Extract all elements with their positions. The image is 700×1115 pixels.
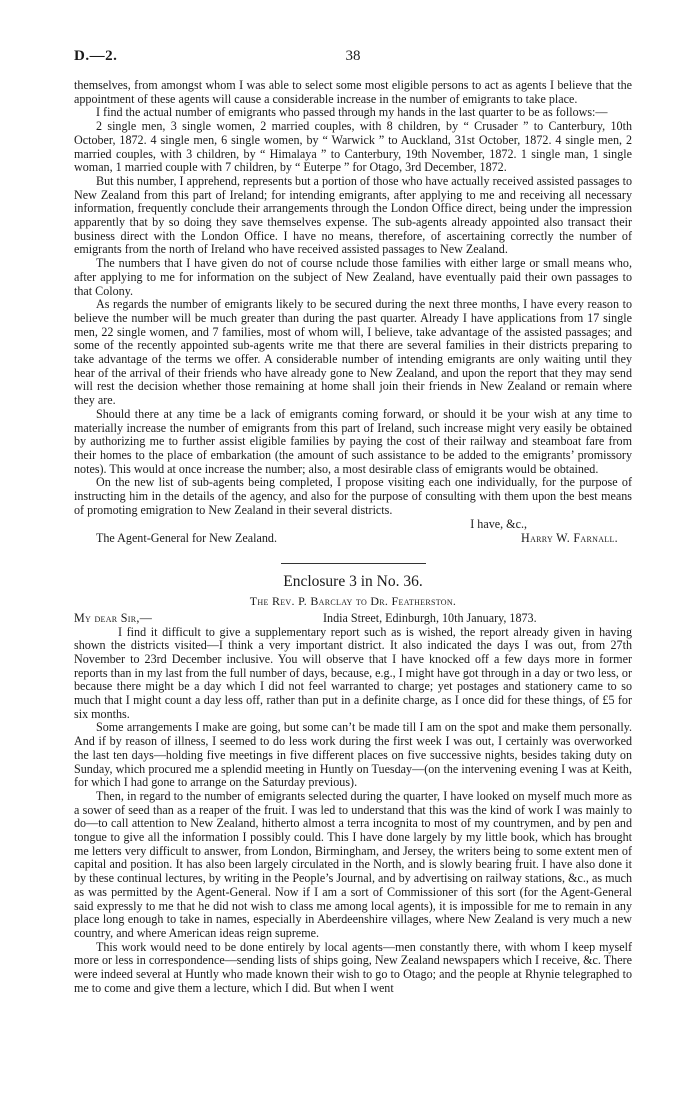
page-body	[74, 79, 632, 995]
letter1-paragraph-4: But this number, I apprehend, represents but a portion of those who have actually received assisted passages to New Zealand from this part of Ireland; for intending emigrants, after applying to me and receiving all necessary information, frequently conclude their arrangements through the London Office direct, being under the impression apparently that by so doing they save themselves expense. The sub-agents already appointed also transact their business direct with the London Office. I have no means, therefore, of ascertaining correctly the number of emigrants from the north of Ireland who have received assisted passages to New Zealand.	[74, 173, 632, 257]
letter1-paragraph-6: As regards the number of emigrants likely to be secured during the next three months, I have every reason to believe the number will be much greater than during the past quarter. Already I have applications from 17 single men, 22 single women, and 7 families, most of whom will, I believe, take advantage of the assisted passages; and some of the recently appointed sub-agents write me that there are several families in their districts preparing to take advantage of the terms we offer. A considerable number of intending emigrants are only waiting until they hear of the arrival of their friends who have already gone to New Zealand, and upon the report that they may send will rest the decision whether those remaining at home shall join their friends in New Zealand or remain where they are.	[74, 297, 632, 408]
signature: Harry W. Farnall.	[521, 530, 618, 545]
salutation-row	[74, 612, 632, 626]
emigrant-list-paragraph: 2 single men, 3 single women, 2 married couples, with 8 children, by “ Crusader ” to Canterbury, 10th October, 1872. 4 single men, 6 single women, by “ Warwick ” to Auckland, 31st October, 1872. 4 single men, 2 married couples, with 3 children, by “ Himalaya ” to Canterbury, 19th November, 1872. 1 single man, 1 single woman, 1 married couple with 7 children, by “ Euterpe ” for Otago, 3rd December, 1872.	[74, 119, 632, 175]
document-reference: D.—2.	[74, 48, 118, 64]
page-header	[74, 50, 632, 70]
letter1-paragraph-5: The numbers that I have given do not of course nclude those families with either large or small means who, after applying to me for information on the subject of New Zealand, have eventually paid their own passages to that Colony.	[74, 256, 632, 298]
enclosure-subtitle: The Rev. P. Barclay to Dr. Featherston.	[249, 593, 457, 608]
closing-phrase: I have, &c.,	[470, 516, 527, 531]
addressee: The Agent-General for New Zealand.	[96, 530, 277, 545]
enclosure-paragraph-4: This work would need to be done entirely by local agents—men constantly there, with whom I keep myself more or less in correspondence—sending lists of ships going, New Zealand newspapers which I receive, &c. There were indeed several at Huntly who made known their wish to go to Otago; and the people at Rhynie telegraphed to me to come and give them a lecture, which I did. But when I went	[74, 939, 632, 995]
letter1-paragraph-1: themselves, from amongst whom I was able to select some most eligible persons to act as agents I believe that the appointment of these agents will cause a considerable increase in the number of emigrants to take place.	[74, 78, 632, 106]
place-date: India Street, Edinburgh, 10th January, 1873.	[323, 610, 537, 625]
letter1-paragraph-8: On the new list of sub-agents being completed, I propose visiting each one individually, for the purpose of instructing him in the details of the agency, and also for the purpose of consulting with them upon the best means of promoting emigration to New Zealand in their several districts.	[74, 475, 632, 517]
enclosure-paragraph-3: Then, in regard to the number of emigrants selected during the quarter, I have looked on myself much more as a sower of seed than as a reaper of the fruit. I was led to understand that this was the kind of work I was mainly to do—to call attention to New Zealand, hitherto almost a terra incognita to most of my countrymen, and by pen and tongue to give all the information I possibly could. This I have done largely by my little book, which has brought me letters very difficult to answer, from London, Birmingham, and Jersey, the writers being to some extent men of capital and position. It has also been largely circulated in the North, and is slowly bearing fruit. I have also done it by these continual lectures, by writing in the People’s Journal, and by advertising on railway stations, &c., as much as was permitted by the Agent-General. Now if I am a sort of Commissioner of this sort (for the Agent-General said expressly to me that he did not wish to class me among local agents), it is impossible for me to remain in any place long enough to take in names, especially in Aberdeenshire villages, where New Zealand is very much a new country, and where American ideas reign supreme.	[74, 788, 632, 940]
enclosure-paragraph-2: Some arrangements I make are going, but some can’t be made till I am on the spot and make them personally. And if by reason of illness, I seemed to do less work during the first week I was out, I certainly was overworked the last ten days—holding five meetings in five different places on five successive nights, besides taking duty on Sunday, which procured me a splendid meeting in Huntly on Tuesday—(on the intervening evening I was at Keith, for which I had gone to arrange on the Saturday previous).	[74, 720, 632, 790]
letter1-paragraph-7: Should there at any time be a lack of emigrants coming forward, or should it be your wish at any time to materially increase the number of emigrants from this part of Ireland, such increase might very easily be obtained by authorizing me to further assist eligible families by paying the cost of their railway and steamboat fare from their homes to the place of embarkation (the amount of such assistance to be added to the emigrants’ promissory notes). This would at once increase the number; also, a most desirable class of emigrants would be obtained.	[74, 406, 632, 476]
salutation: My dear Sir,—	[74, 610, 153, 625]
letter1-signature-line	[74, 532, 632, 547]
section-divider	[281, 563, 426, 564]
enclosure-paragraph-1: I find it difficult to give a supplementary report such as is wished, the report already given in having shown the districts visited—I think a very important district. It also indicated the days I was out, from 27th November to 23rd December inclusive. You will observe that I have knocked off a few days more in former reports than in my last from the full number of days, because, e.g., I might have got through in a day or two less, or because there might be a day which I did not feel warranted to charge; yet postages and stationery came to so much that I might count a day less off, rather than put in a definite charge, as I once did for these things, of £5 for six months.	[74, 624, 632, 721]
page-number: 38	[345, 48, 361, 64]
letter1-paragraph-2: I find the actual number of emigrants who passed through my hands in the last quarter to be as follows:—	[96, 105, 608, 120]
enclosure-title: Enclosure 3 in No. 36.	[283, 572, 423, 590]
letter1-closing	[74, 518, 632, 532]
